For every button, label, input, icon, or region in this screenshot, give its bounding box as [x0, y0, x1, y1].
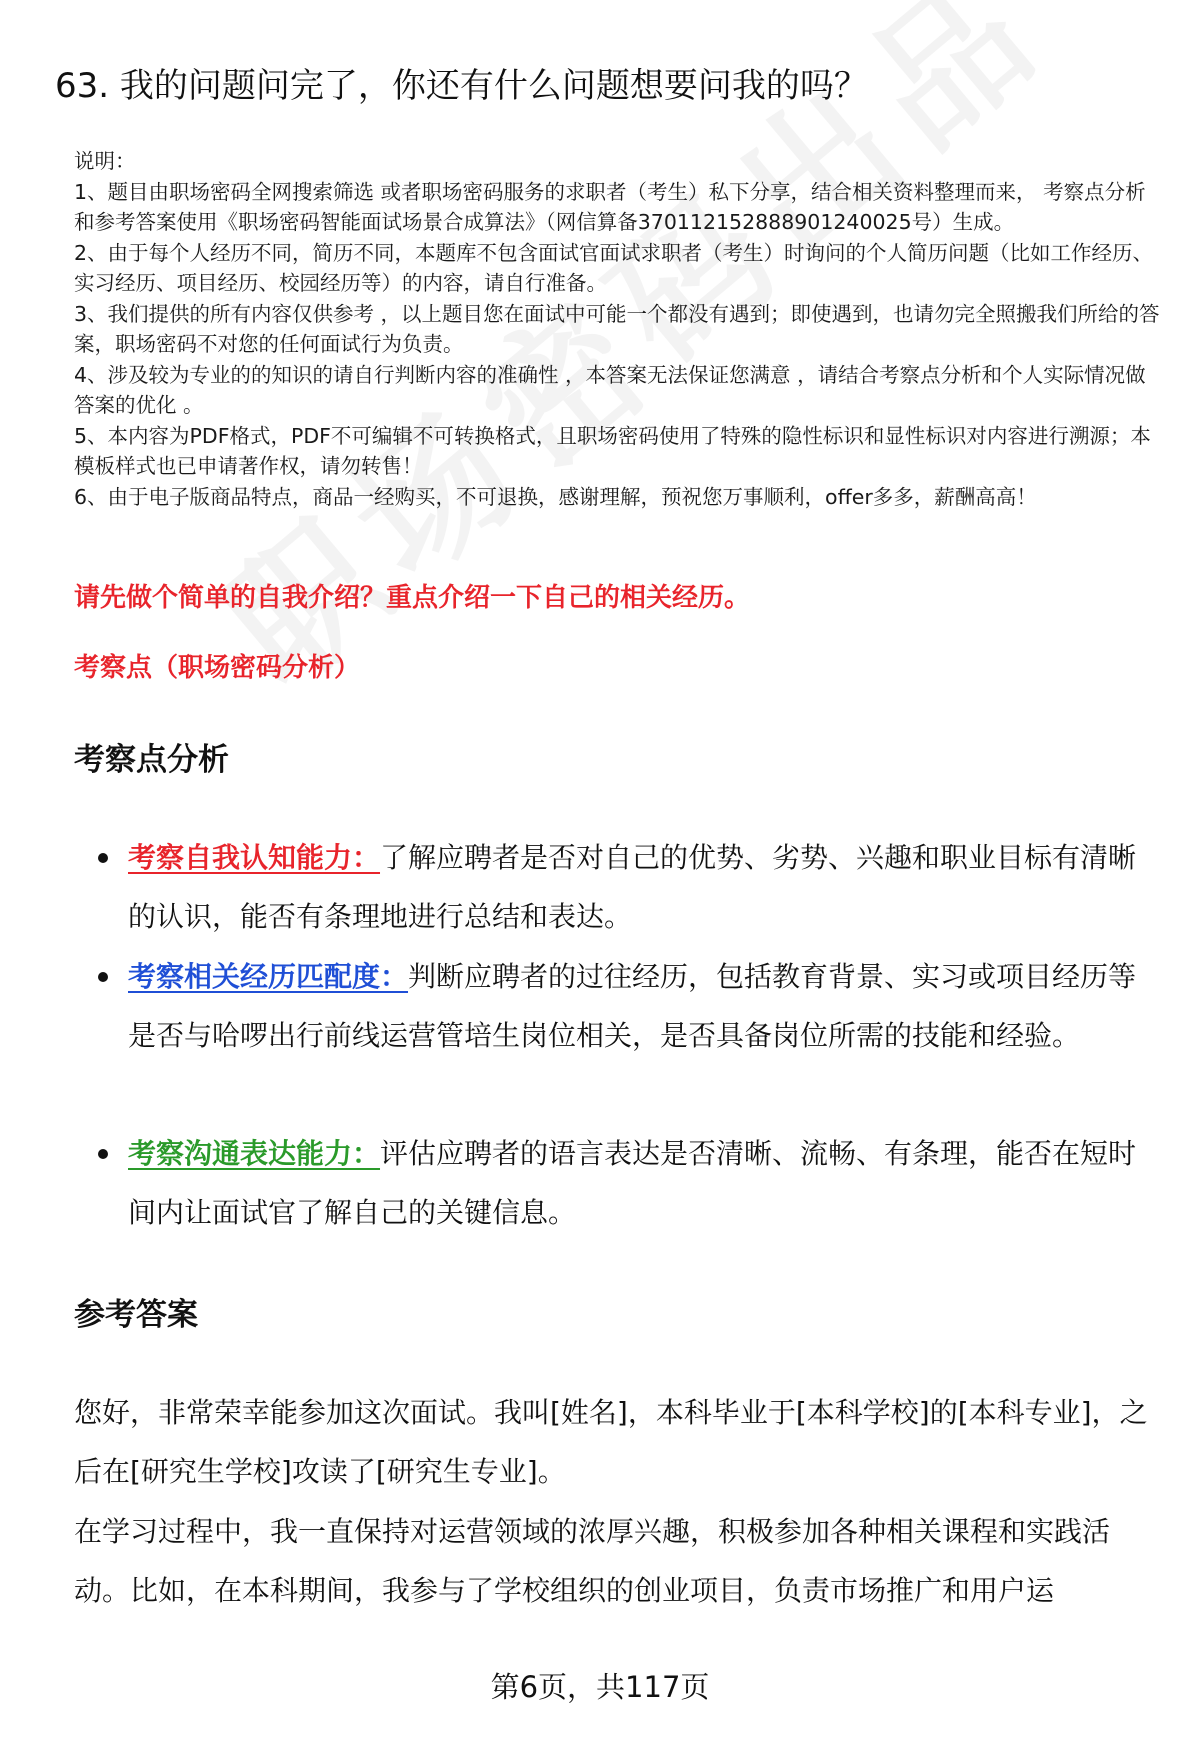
answer-heading: 参考答案 [74, 1297, 198, 1333]
analysis-bullet [128, 947, 1148, 1065]
notes-block [74, 146, 1164, 512]
bullet-text: 评估应聘者的语言表达是否清晰、流畅、有条理，能否在短时间内让面试官了解自己的关键信息。 [128, 1137, 1137, 1229]
note-item: 1、题目由职场密码全网搜索筛选 或者职场密码服务的求职者（考生）私下分享，结合相关资料整理而来， 考察点分析和参考答案使用《职场密码智能面试场景合成算法》（网信算备370112152888901240025号）生成。 [74, 179, 1146, 234]
note-item: 4、涉及较为专业的的知识的请自行判断内容的准确性 ，本答案无法保证您满意 ，请结合考察点分析和个人实际情况做答案的优化 。 [74, 362, 1146, 417]
question-text: 我的问题问完了，你还有什么问题想要问我的吗？ [119, 66, 868, 106]
bullet-text: 判断应聘者的过往经历，包括教育背景、实习或项目经历等是否与哈啰出行前线运营管培生岗位相关，是否具备岗位所需的技能和经验。 [128, 960, 1137, 1052]
analysis-bullet [128, 1124, 1148, 1242]
bullet-keyword: 考察相关经历匹配度： [128, 960, 409, 993]
bullet-keyword: 考察沟通表达能力： [128, 1137, 381, 1170]
bullet-dot-icon [98, 853, 108, 863]
bullet-dot-icon [98, 1149, 108, 1159]
notes-heading: 说明： [74, 149, 136, 173]
question-title [55, 62, 1155, 110]
question-number: 63. [55, 66, 110, 106]
analysis-label: 考察点（职场密码分析） [74, 653, 361, 683]
page-footer: 第6页，共117页 [490, 1670, 710, 1704]
note-item: 6、由于电子版商品特点，商品一经购买，不可退换，感谢理解，预祝您万事顺利，offer多多，薪酬高高！ [74, 484, 1037, 509]
bullet-text: 了解应聘者是否对自己的优势、劣势、兴趣和职业目标有清晰的认识，能否有条理地进行总结和表达。 [128, 841, 1137, 933]
bullet-dot-icon [98, 972, 108, 982]
note-item: 3、我们提供的所有内容仅供参考 ，以上题目您在面试中可能一个都没有遇到；即使遇到，也请勿完全照搬我们所给的答案，职场密码不对您的任何面试行为负责。 [74, 301, 1160, 356]
analysis-bullet [128, 828, 1148, 946]
answer-paragraph: 在学习过程中，我一直保持对运营领域的浓厚兴趣，积极参加各种相关课程和实践活动。比如，在本科期间，我参与了学校组织的创业项目，负责市场推广和用户运 [74, 1515, 1111, 1607]
note-item: 5、本内容为PDF格式，PDF不可编辑不可转换格式，且职场密码使用了特殊的隐性标识和显性标识对内容进行溯源；本模板样式也已申请著作权，请勿转售！ [74, 423, 1151, 478]
analysis-heading: 考察点分析 [74, 742, 229, 778]
answer-paragraph: 您好，非常荣幸能参加这次面试。我叫[姓名]，本科毕业于[本科学校]的[本科专业]，之后在[研究生学校]攻读了[研究生专业]。 [74, 1396, 1148, 1488]
bullet-keyword: 考察自我认知能力： [128, 841, 381, 874]
note-item: 2、由于每个人经历不同，简历不同，本题库不包含面试官面试求职者（考生）时询问的个人简历问题（比如工作经历、实习经历、项目经历、校园经历等）的内容，请自行准备。 [74, 240, 1154, 295]
interview-question: 请先做个简单的自我介绍？重点介绍一下自己的相关经历。 [74, 583, 751, 613]
